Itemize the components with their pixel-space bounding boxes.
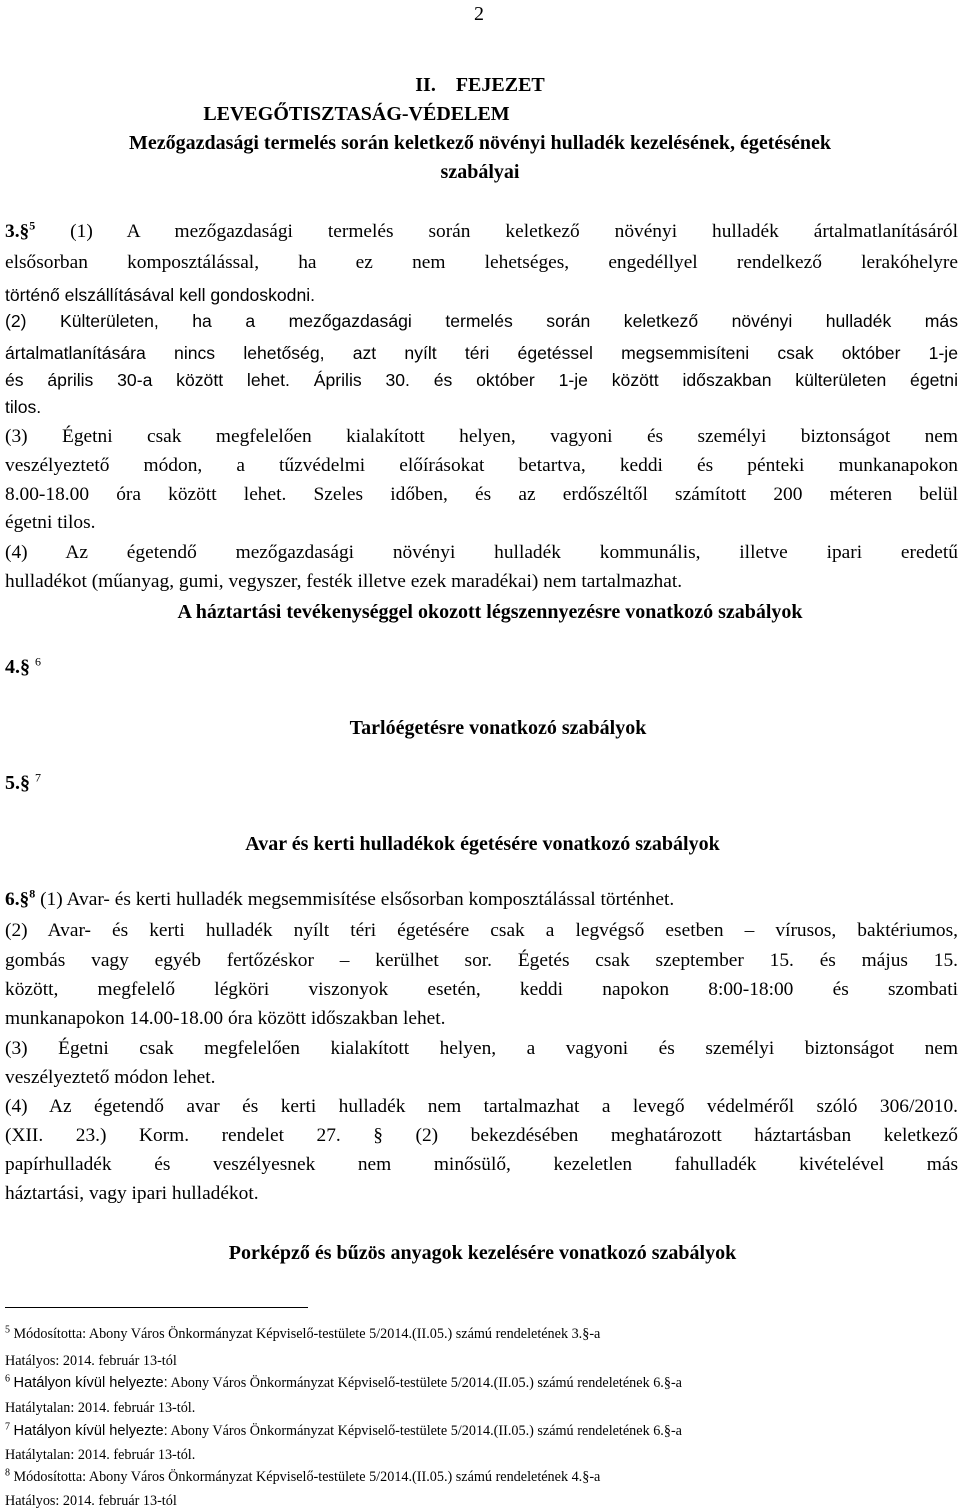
- chapter-label: FEJEZET: [455, 74, 545, 96]
- footnote-7-line2: Hatálytalan: 2014. február 13-tól.: [5, 1447, 196, 1463]
- footnote-8-line2: Hatályos: 2014. február 13-tól: [5, 1493, 177, 1509]
- section-3-p3-line2: veszélyeztető módon, a tűzvédelmi előírásokat betartva, keddi és pénteki munkanapokon: [5, 455, 958, 476]
- section-6-p2-line3: között, megfelelő légköri viszonyok esetén, keddi napokon 8:00-18:00 és szombati: [5, 979, 958, 1000]
- chapter-title: LEVEGŐTISZTASÁG-VÉDELEM: [203, 103, 510, 125]
- footnote-ref-7: 7: [35, 770, 41, 785]
- section-sign: §: [19, 221, 30, 242]
- section-3-p3-line1: (3) Égetni csak megfelelően kialakított helyen, vagyoni és személyi biztonságot nem: [5, 426, 958, 447]
- section-5-number: 5.: [5, 772, 20, 794]
- section-5: [5, 772, 41, 795]
- section-6-p2-line4: munkanapokon 14.00-18.00 óra között időszakban lehet.: [5, 1008, 446, 1029]
- section-4: [5, 656, 41, 679]
- section-3-p3-line3: 8.00-18.00 óra között lehet. Szeles időben, és az erdőszéltől számított 200 méteren belül: [5, 484, 958, 505]
- section-6-p4-line4: háztartási, vagy ipari hulladékot.: [5, 1183, 259, 1204]
- footnote-separator: [5, 1307, 308, 1308]
- heading-haztartasi: A háztartási tevékenységgel okozott légszennyezésre vonatkozó szabályok: [177, 601, 803, 623]
- section-6-p2-line2: gombás vagy egyéb fertőzéskor – kerülhet sor. Égetés csak szeptember 15. és május 15.: [5, 950, 958, 971]
- section-3-p4-line2: hulladékot (műanyag, gumi, vegyszer, festék illetve ezek maradékai) nem tartalmazhat.: [5, 571, 683, 592]
- footnote-5-line2: Hatályos: 2014. február 13-tól: [5, 1353, 177, 1369]
- section-6-p4-line2: (XII. 23.) Korm. rendelet 27. § (2) bekezdésében meghatározott háztartásban keletkező: [5, 1125, 958, 1146]
- section-3-line3: történő elszállításával kell gondoskodni.: [5, 285, 316, 305]
- footnote-number: 7: [5, 1421, 10, 1433]
- footnote-ref-6: 6: [35, 654, 41, 669]
- heading-avar: Avar és kerti hulladékok égetésére vonatkozó szabályok: [245, 833, 720, 855]
- footnote-ref-8: 8: [29, 886, 36, 901]
- section-3-number: 3.: [5, 221, 20, 242]
- chapter-heading: [0, 72, 960, 98]
- section-3-p3-line4: égetni tilos.: [5, 512, 96, 533]
- footnote-6-line2: Hatálytalan: 2014. február 13-tól.: [5, 1400, 196, 1416]
- section-3-p2-line4: tilos.: [5, 397, 42, 417]
- heading-porkepzo: Porképző és bűzös anyagok kezelésére vonatkozó szabályok: [228, 1242, 737, 1264]
- chapter-subtitle-line1: Mezőgazdasági termelés során keletkező növényi hulladék kezelésének, égetésének: [128, 132, 832, 154]
- section-6-number: 6.: [5, 889, 20, 910]
- footnote-5-line1: $^5$ Módosította: Abony Város Önkormányzat Képviselő-testülete 5/2014.(II.05.) számú rendeletének 3.§-a: [5, 1324, 601, 1342]
- section-3-p2-line3: és április 30-a között lehet. Április 30. és október 1-je között időszakban külterületen égetni: [5, 370, 958, 390]
- section-6-p3-line1: (3) Égetni csak megfelelően kialakított helyen, a vagyoni és személyi biztonságot nem: [5, 1038, 958, 1059]
- footnote-ref-5: 5: [29, 218, 36, 233]
- section-sign: §: [19, 889, 30, 910]
- section-3-p2-line2: ártalmatlanítására nincs lehetőség, azt nyílt téri égetéssel megsemmisíteni csak október 1-je: [5, 343, 958, 363]
- section-4-number: 4.: [5, 656, 20, 678]
- chapter-number: II.: [415, 74, 436, 96]
- section-sign: §: [20, 656, 30, 678]
- section-6-p2-line1: (2) Avar- és kerti hulladék nyílt téri égetésére csak a legvégső esetben – vírusos, baktériumos,: [5, 920, 958, 941]
- section-3-p2-line1: (2) Külterületen, ha a mezőgazdasági termelés során keletkező növényi hulladék más: [5, 311, 958, 331]
- section-6-line1: 6.§$^8$ (1) Avar- és kerti hulladék megsemmisítése elsősorban komposztálással történhet.: [5, 886, 675, 910]
- footnote-number: 8: [5, 1467, 10, 1479]
- section-3-line2: elsősorban komposztálással, ha ez nem lehetséges, engedéllyel rendelkező lerakóhelyre: [5, 252, 958, 273]
- section-3-line1: 3.§$^5$ (1) A mezőgazdasági termelés során keletkező növényi hulladék ártalmatlanításáról: [5, 218, 958, 242]
- section-6-p3-line2: veszélyeztető módon lehet.: [5, 1067, 216, 1088]
- heading-tarlo: Tarlóégetésre vonatkozó szabályok: [349, 717, 647, 739]
- section-3-p4-line1: (4) Az égetendő mezőgazdasági növényi hulladék kommunális, illetve ipari eredetű: [5, 542, 958, 563]
- footnote-number: 6: [5, 1373, 10, 1385]
- section-6-p4-line1: (4) Az égetendő avar és kerti hulladék nem tartalmazhat a levegő védelméről szóló 306/2010.: [5, 1096, 958, 1117]
- footnote-6-line1: $^6$ Hatályon kívül helyezte: Abony Város Önkormányzat Képviselő-testülete 5/2014.(II.05.) számú rendeletének 6.§-a: [5, 1373, 682, 1391]
- footnote-8-line1: $^8$ Módosította: Abony Város Önkormányzat Képviselő-testülete 5/2014.(II.05.) számú rendeletének 4.§-a: [5, 1467, 601, 1485]
- section-sign: §: [20, 772, 30, 794]
- section-6-p4-line3: papírhulladék és veszélyesnek nem minősülő, kezeletlen fahulladék kivételével más: [5, 1154, 958, 1175]
- chapter-subtitle-line2: szabályai: [440, 161, 520, 183]
- footnote-number: 5: [5, 1324, 10, 1336]
- page-number: 2: [474, 3, 484, 25]
- footnote-7-line1: $^7$ Hatályon kívül helyezte: Abony Város Önkormányzat Képviselő-testülete 5/2014.(II.05.) számú rendeletének 6.§-a: [5, 1421, 682, 1439]
